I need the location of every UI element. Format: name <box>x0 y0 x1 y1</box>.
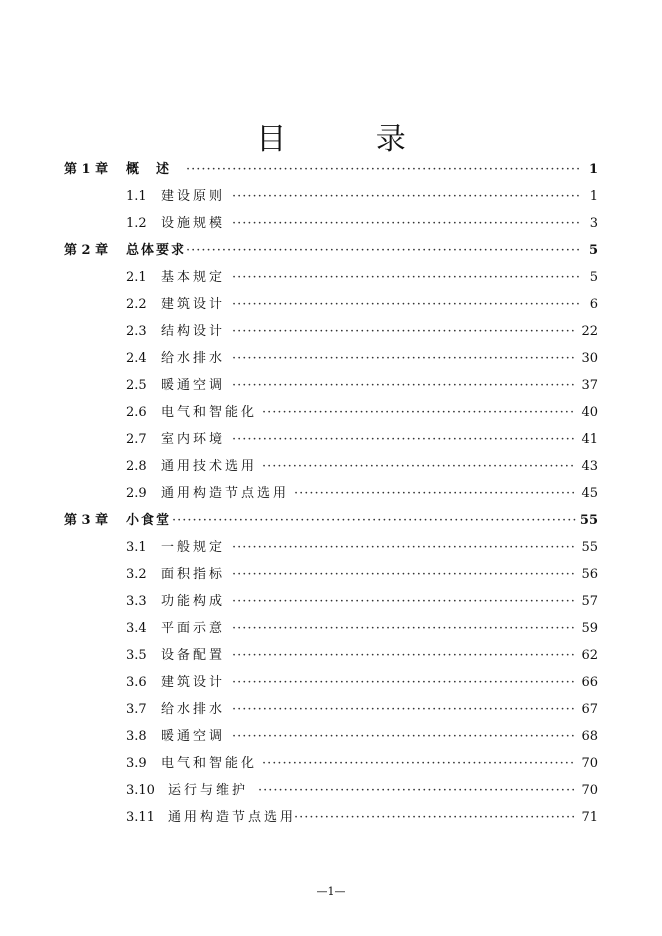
section-number: 3.9 <box>126 756 147 771</box>
dot-leader <box>294 804 576 831</box>
section-number: 3.3 <box>126 594 147 609</box>
section-title: 通用技术选用 <box>161 459 258 474</box>
page-ref: 37 <box>581 378 598 393</box>
dot-leader <box>232 183 582 210</box>
toc-section-2-4[interactable] <box>0 345 662 372</box>
toc-section-2-9[interactable] <box>0 480 662 507</box>
section-number: 3.8 <box>126 729 147 744</box>
section-title: 建筑设计 <box>161 675 226 690</box>
dot-leader <box>232 615 576 642</box>
dot-leader <box>262 750 576 777</box>
toc-section-3-7[interactable] <box>0 696 662 723</box>
page-ref: 56 <box>581 567 598 582</box>
toc-section-2-8[interactable] <box>0 453 662 480</box>
dot-leader <box>232 696 576 723</box>
page-ref: 55 <box>579 513 598 528</box>
dot-leader <box>232 426 576 453</box>
section-number: 1.1 <box>126 189 147 204</box>
toc-section-2-7[interactable] <box>0 426 662 453</box>
page-ref: 62 <box>581 648 598 663</box>
toc-section-1-2[interactable] <box>0 210 662 237</box>
dot-leader <box>172 507 576 534</box>
dot-leader <box>186 237 582 264</box>
section-number: 2.2 <box>126 297 147 312</box>
dot-leader <box>232 642 576 669</box>
page-ref: 5 <box>588 243 598 258</box>
dot-leader <box>232 723 576 750</box>
toc-section-2-2[interactable] <box>0 291 662 318</box>
dot-leader <box>232 534 576 561</box>
page-ref: 30 <box>581 351 598 366</box>
section-number: 3.6 <box>126 675 147 690</box>
chapter-number: 第 1 章 <box>64 162 109 177</box>
table-of-contents <box>0 154 662 834</box>
section-title: 设备配置 <box>161 648 226 663</box>
page-ref: 41 <box>581 432 598 447</box>
section-number: 2.8 <box>126 459 147 474</box>
section-number: 3.1 <box>126 540 147 555</box>
page-ref: 70 <box>581 783 598 798</box>
page-ref: 55 <box>581 540 598 555</box>
toc-section-2-5[interactable] <box>0 372 662 399</box>
toc-chapter-3[interactable] <box>0 507 662 534</box>
dot-leader <box>262 399 576 426</box>
section-title: 面积指标 <box>161 567 226 582</box>
page-ref: 1 <box>588 162 598 177</box>
section-number: 2.6 <box>126 405 147 420</box>
section-title: 结构设计 <box>161 324 226 339</box>
chapter-title: 总体要求 <box>126 243 187 258</box>
section-number: 3.7 <box>126 702 147 717</box>
section-title: 一般规定 <box>161 540 226 555</box>
chapter-number: 第 3 章 <box>64 513 109 528</box>
toc-section-3-10[interactable] <box>0 777 662 804</box>
section-number: 2.5 <box>126 378 147 393</box>
section-title: 通用构造节点选用 <box>161 486 290 501</box>
toc-section-3-6[interactable] <box>0 669 662 696</box>
section-number: 3.10 <box>126 783 155 798</box>
page-number: —1— <box>316 885 346 898</box>
toc-section-3-4[interactable] <box>0 615 662 642</box>
section-number: 3.5 <box>126 648 147 663</box>
section-title: 通用构造节点选用 <box>168 810 297 825</box>
toc-section-1-1[interactable] <box>0 183 662 210</box>
dot-leader <box>294 480 576 507</box>
section-title: 建设原则 <box>161 189 226 204</box>
page-ref: 57 <box>581 594 598 609</box>
section-number: 3.11 <box>126 810 155 825</box>
section-number: 3.2 <box>126 567 147 582</box>
section-number: 2.3 <box>126 324 147 339</box>
page-ref: 40 <box>581 405 598 420</box>
section-title: 室内环境 <box>161 432 226 447</box>
dot-leader <box>232 372 576 399</box>
page-ref: 66 <box>581 675 598 690</box>
dot-leader <box>232 669 576 696</box>
dot-leader <box>232 588 576 615</box>
toc-section-2-1[interactable] <box>0 264 662 291</box>
toc-section-3-5[interactable] <box>0 642 662 669</box>
dot-leader <box>262 453 576 480</box>
toc-section-3-2[interactable] <box>0 561 662 588</box>
section-number: 2.9 <box>126 486 147 501</box>
toc-section-2-3[interactable] <box>0 318 662 345</box>
page-ref: 70 <box>581 756 598 771</box>
page-ref: 59 <box>581 621 598 636</box>
page-ref: 67 <box>581 702 598 717</box>
dot-leader <box>232 291 582 318</box>
page-ref: 45 <box>581 486 598 501</box>
section-title: 给水排水 <box>161 351 226 366</box>
page-ref: 71 <box>581 810 598 825</box>
section-title: 基本规定 <box>161 270 226 285</box>
section-title: 平面示意 <box>161 621 226 636</box>
dot-leader <box>232 345 576 372</box>
page-ref: 6 <box>589 297 598 312</box>
toc-section-3-8[interactable] <box>0 723 662 750</box>
section-number: 2.4 <box>126 351 147 366</box>
toc-section-3-9[interactable] <box>0 750 662 777</box>
dot-leader <box>232 561 576 588</box>
toc-section-2-6[interactable] <box>0 399 662 426</box>
section-title: 电气和智能化 <box>161 756 258 771</box>
dot-leader <box>232 264 582 291</box>
page-title: 目 录 <box>256 122 446 158</box>
page-ref: 1 <box>589 189 598 204</box>
section-title: 设施规模 <box>161 216 226 231</box>
page-ref: 68 <box>581 729 598 744</box>
dot-leader <box>186 156 582 183</box>
section-title: 给水排水 <box>161 702 226 717</box>
page-ref: 43 <box>581 459 598 474</box>
toc-section-3-1[interactable] <box>0 534 662 561</box>
dot-leader <box>232 318 576 345</box>
section-number: 3.4 <box>126 621 147 636</box>
section-title: 建筑设计 <box>161 297 226 312</box>
toc-section-3-3[interactable] <box>0 588 662 615</box>
dot-leader <box>232 210 582 237</box>
toc-chapter-2[interactable] <box>0 237 662 264</box>
section-title: 功能构成 <box>161 594 226 609</box>
section-title: 运行与维护 <box>168 783 249 798</box>
section-title: 电气和智能化 <box>161 405 258 420</box>
section-title: 暖通空调 <box>161 729 226 744</box>
dot-leader <box>258 777 576 804</box>
toc-chapter-1[interactable] <box>0 156 662 183</box>
toc-section-3-11[interactable] <box>0 804 662 831</box>
chapter-title: 小食堂 <box>126 513 172 528</box>
section-number: 2.1 <box>126 270 147 285</box>
chapter-title: 概 述 <box>126 162 172 177</box>
section-number: 1.2 <box>126 216 147 231</box>
section-number: 2.7 <box>126 432 147 447</box>
chapter-number: 第 2 章 <box>64 243 109 258</box>
section-title: 暖通空调 <box>161 378 226 393</box>
page-ref: 3 <box>589 216 598 231</box>
page-ref: 5 <box>589 270 598 285</box>
page-ref: 22 <box>581 324 598 339</box>
